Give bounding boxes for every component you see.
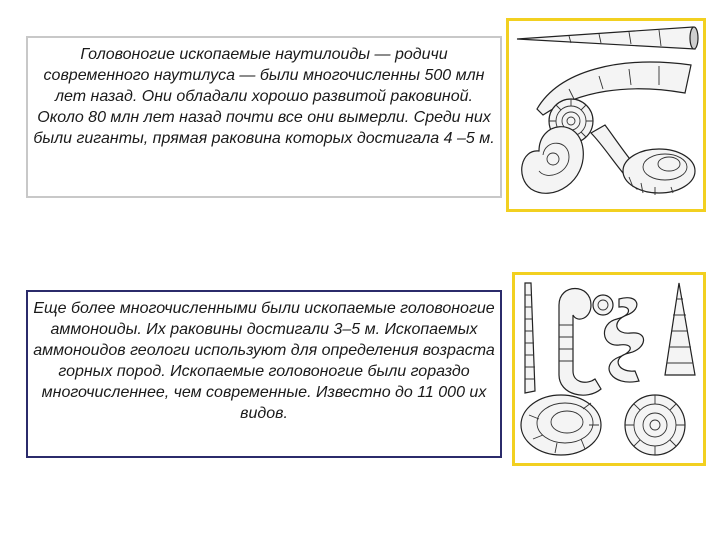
trochoid-coiled-shell (623, 149, 695, 195)
nautiloids-paragraph: Головоногие ископаемые наутилоиды — родичи современного наутилуса — были многочисленны 500 млн лет назад. Они обладали хорошо развитой раковиной. Около 80 млн лет назад почти все они вымерли. Среди них были гиганты, прямая раковина которых достигала 4 –5 м. (33, 46, 495, 147)
straight-baculite-shell (525, 283, 535, 393)
large-ammonite-shell (521, 395, 601, 455)
straight-shell (517, 27, 695, 49)
small-coil-shell (593, 295, 613, 315)
ribbed-ammonite-shell (625, 395, 685, 455)
ammonoids-text-box (26, 290, 502, 458)
nautiloid-image-frame (506, 18, 706, 212)
ammonoid-image-frame (512, 272, 706, 466)
nautilus-shell (522, 127, 584, 194)
nautiloid-shells-drawing-icon (509, 21, 703, 209)
straight-shell-aperture (690, 27, 698, 49)
ammonoids-paragraph: Еще более многочисленными были ископаемые головоногие аммоноиды. Их раковины достигали 3–5 м. Ископаемых аммоноидов геологи используют для определения возраста горных пород. Ископаемые головоногие были гораздо многочисленнее, чем современные. Известно до 11 000 их видов. (33, 300, 495, 422)
ammonoid-shells-drawing-icon (515, 275, 703, 463)
nautiloids-text-box (26, 36, 502, 198)
turreted-shell (665, 283, 695, 375)
